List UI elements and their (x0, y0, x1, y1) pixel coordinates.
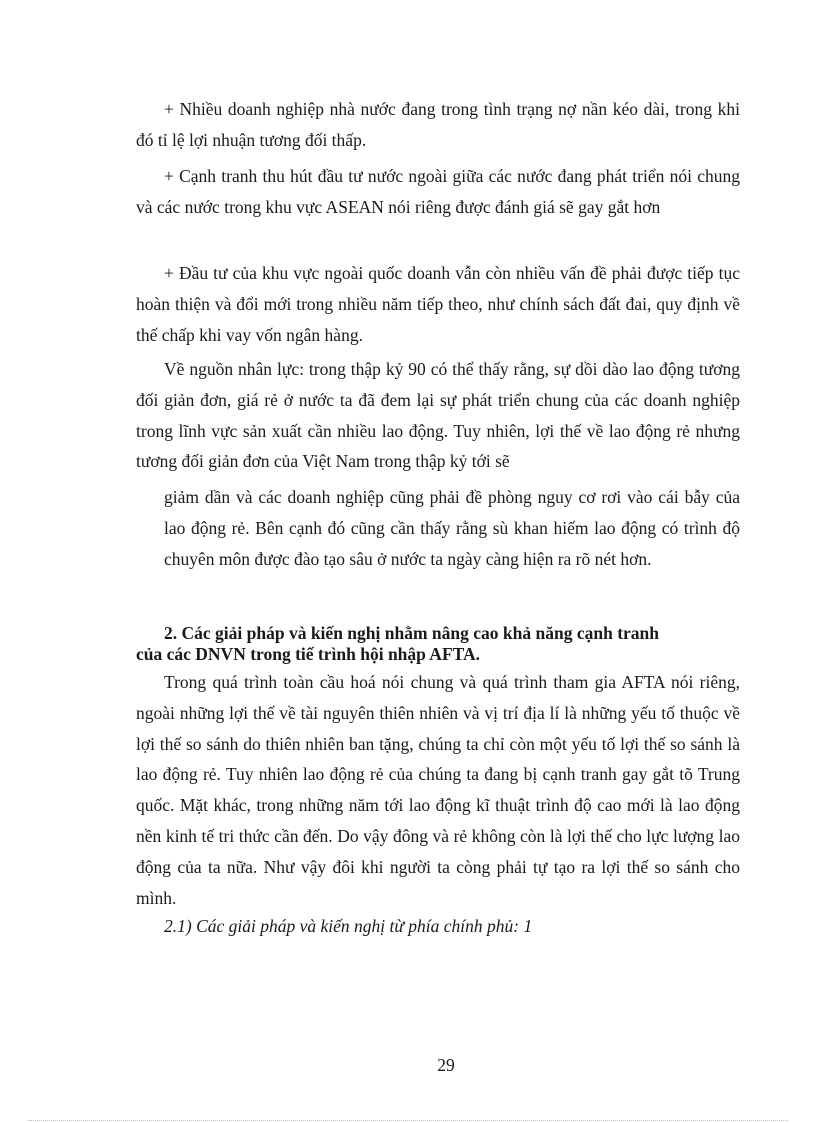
section-heading-line-2: của các DNVN trong tiế trình hội nhập AFTA. (136, 644, 481, 664)
page-bottom-divider (28, 1120, 788, 1121)
section-heading (136, 623, 756, 665)
page-number: 29 (437, 1055, 455, 1075)
paragraph-labor-trap: giảm dần và các doanh nghiệp cũng phải đề phòng nguy cơ rơi vào cái bẫy của lao động rẻ. Bên cạnh đó cũng cần thấy rằng sù khan hiếm lao động có trình độ chuyên môn được đào tạo sâu ở nước ta ngày càng hiện ra rõ nét hơn. (164, 487, 740, 569)
bullet-paragraph-private-sector: + Đầu tư của khu vực ngoài quốc doanh vẫn còn nhiều vấn đề phải được tiếp tục hoàn thiện và đổi mới trong nhiều năm tiếp theo, như chính sách đất đai, quy định về thế chấp khi vay vốn ngân hàng. (136, 263, 740, 345)
subsection-heading: 2.1) Các giải pháp và kiến nghị từ phía chính phủ: 1 (164, 916, 533, 936)
bullet-paragraph-fdi-competition: + Cạnh tranh thu hút đầu tư nước ngoài giữa các nước đang phát triển nói chung và các nước trong khu vực ASEAN nói riêng được đánh giá sẽ gay gắt hơn (136, 166, 740, 217)
section-heading-line-1: 2. Các giải pháp và kiến nghị nhằm nâng cao khả năng cạnh tranh (164, 623, 659, 643)
bullet-paragraph-soe-debt: + Nhiều doanh nghiệp nhà nước đang trong tình trạng nợ nần kéo dài, trong khi đó tỉ lệ lợi nhuận tương đối thấp. (136, 99, 740, 150)
paragraph-labor-resources: Về nguồn nhân lực: trong thập kỷ 90 có thể thấy rằng, sự dồi dào lao động tương đối giản đơn, giá rẻ ở nước ta đã đem lại sự phát triển chung của các doanh nghiệp trong lĩnh vực sản xuất cần nhiều lao động. Tuy nhiên, lợi thế về lao động rẻ nhưng tương đối giản đơn của Việt Nam trong thập kỷ tới sẽ (136, 359, 740, 472)
paragraph-section-intro: Trong quá trình toàn cầu hoá nói chung và quá trình tham gia AFTA nói riêng, ngoài những lợi thế về tài nguyên thiên nhiên và vị trí địa lí là những yếu tố thuộc về lợi thế so sánh do thiên nhiên ban tặng, chúng ta chỉ còn một yếu tố lợi thế so sánh là lao động rẻ. Tuy nhiên lao động rẻ của chúng ta đang bị cạnh tranh gay gắt tõ Trung quốc. Mặt khác, trong những năm tới lao động kĩ thuật trình độ cao mới là lao động nền kinh tế tri thức cần đến. Do vậy đông và rẻ không còn là lợi thế cho lực lượng lao động của ta nữa. Như vậy đôi khi người ta còng phải tự tạo ra lợi thế so sánh cho mình. (136, 672, 740, 908)
